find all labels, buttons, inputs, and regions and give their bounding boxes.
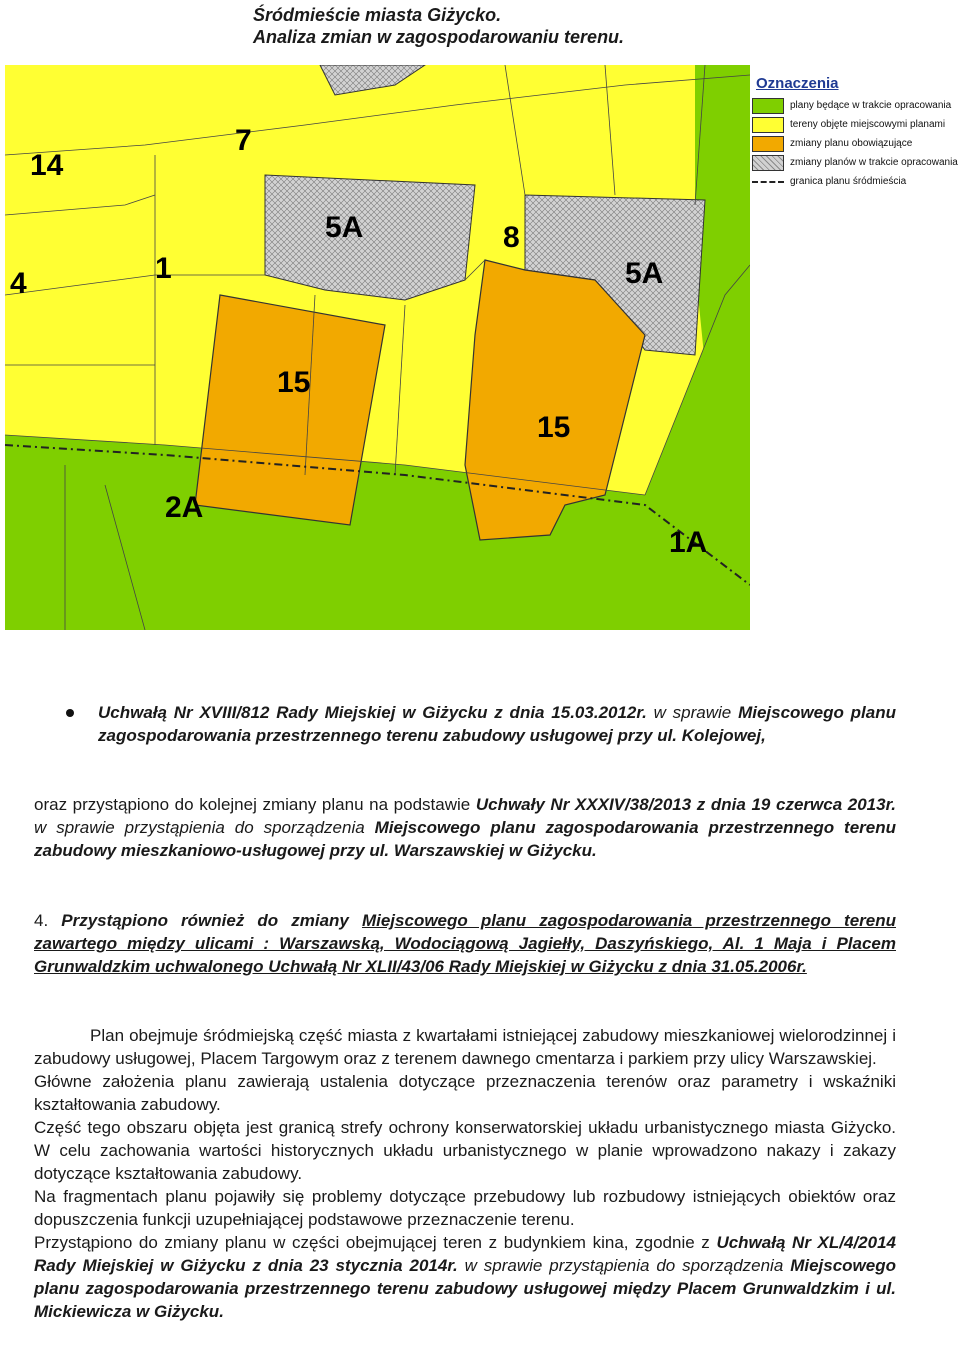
para1-plan-name: Miejscowego planu zagospodarowania przestrzennego terenu zabudowy mieszkaniowo-usługowej przy ul. Warszawskiej w Giżycku.: [34, 818, 896, 860]
paragraph-2: [34, 909, 896, 978]
para3-line-5: [34, 1231, 896, 1323]
zoning-map: [5, 65, 750, 630]
zoning-map-svg: [5, 65, 750, 630]
plan-name: Miejscowego planu zagospodarowania przestrzennego terenu zabudowy usługowej przy ul. Kolejowej,: [98, 703, 896, 745]
para3-line-3: Część tego obszaru objęta jest granicą strefy ochrony konserwatorskiej układu urbanistycznego miasta Giżycko. W celu zachowania wartości historycznych układu urbanistycznego w planie wprowadzono nakazy i zakazy dotyczące kształtowania zabudowy.: [34, 1118, 896, 1183]
legend-label: plany będące w trakcie opracowania: [790, 99, 952, 111]
bullet-icon: [66, 709, 74, 717]
map-label-7: 7: [235, 124, 252, 157]
map-label-1a: 1A: [669, 526, 708, 559]
legend-label: zmiany planów w trakcie opracowania: [790, 156, 958, 168]
para3-connector: w sprawie przystąpienia do sporządzenia: [457, 1256, 791, 1275]
map-label-5a-right: 5A: [625, 257, 664, 290]
map-label-15-left: 15: [277, 366, 311, 399]
bullet-paragraph: [98, 701, 896, 747]
legend-item: [752, 115, 960, 134]
title-line-1: Śródmieście miasta Giżycko.: [253, 5, 502, 25]
legend-label: zmiany planu obowiązujące: [790, 137, 913, 149]
para1-resolution: Uchwały Nr XXXIV/38/2013 z dnia 19 czerwca 2013r.: [475, 795, 896, 814]
legend-swatch-yellow: [752, 117, 784, 133]
map-label-8: 8: [503, 221, 520, 254]
bullet-connector: w sprawie: [646, 703, 739, 722]
legend-swatch-green: [752, 98, 784, 114]
legend-item: [752, 134, 960, 153]
map-label-5a-left: 5A: [325, 211, 364, 244]
para2-intro: Przystąpiono również do zmiany: [61, 911, 362, 930]
resolution-ref: Uchwałą Nr XVIII/812 Rady Miejskiej w Giżycku z dnia 15.03.2012r.: [98, 703, 647, 722]
hatched-zone-5a-left: [265, 175, 475, 300]
para3-line-1: Plan obejmuje śródmiejską część miasta z kwartałami istniejącej zabudowy mieszkaniowej wielorodzinnej i zabudowy usługowej, Placem Targowym oraz z terenem dawnego cmentarza i parkiem przy ulicy Warszawskiej.: [34, 1026, 896, 1068]
legend-label: tereny objęte miejscowymi planami: [790, 118, 946, 130]
map-label-1: 1: [155, 252, 172, 285]
map-label-14: 14: [30, 149, 64, 182]
paragraph-3: [34, 1024, 896, 1323]
map-label-2a: 2A: [165, 491, 204, 524]
orange-zone-15-left: [195, 295, 385, 525]
legend-item: [752, 172, 960, 191]
title-line-2: Analiza zmian w zagospodarowaniu terenu.: [253, 27, 625, 47]
para3-text: Przystąpiono do zmiany planu w części obejmującej teren z budynkiem kina, zgodnie z: [34, 1233, 717, 1252]
legend-title: Oznaczenia: [756, 75, 839, 92]
para1-connector: w sprawie przystąpienia do sporządzenia: [34, 818, 375, 837]
map-legend: [752, 75, 960, 191]
para2-plan-name: Miejscowego planu zagospodarowania przestrzennego terenu zawartego między ulicami : Warszawską, Wodociągową Jagiełły, Daszyńskiego, Al. 1 Maja i Placem Grunwaldzkim uchwalonego Uchwałą Nr XLII/43/06 Rady Miejskiej w Giżycku z dnia 31.05.2006r.: [34, 911, 896, 976]
map-label-4: 4: [10, 267, 27, 300]
legend-swatch-orange: [752, 136, 784, 152]
legend-item: [752, 153, 960, 172]
para3-plan-name: Miejscowego planu zagospodarowania przestrzennego terenu zabudowy usługowej między Placem Grunwaldzkim i ul. Mickiewicza w Giżycku.: [34, 1256, 897, 1321]
legend-item: [752, 96, 960, 115]
map-label-15-right: 15: [537, 411, 571, 444]
legend-label: granica planu śródmieścia: [790, 175, 907, 187]
para3-line-2: Główne założenia planu zawierają ustalenia dotyczące przeznaczenia terenów oraz parametry i wskaźniki kształtowania zabudowy.: [34, 1072, 896, 1114]
legend-swatch-hatched: [752, 155, 784, 171]
para1-text: oraz przystąpiono do kolejnej zmiany planu na podstawie: [34, 795, 476, 814]
para3-line-4: Na fragmentach planu pojawiły się problemy dotyczące przebudowy lub rozbudowy istniejących obiektów oraz dopuszczenia funkcji uzupełniającej podstawowe przeznaczenie terenu.: [34, 1187, 896, 1229]
legend-dashed-line-icon: [752, 181, 784, 183]
paragraph-1: [34, 793, 896, 862]
para3-resolution: Uchwałą Nr XL/4/2014 Rady Miejskiej w Giżycku z dnia 23 stycznia 2014r.: [34, 1233, 896, 1275]
page-title: [253, 4, 624, 48]
para2-number: 4.: [34, 911, 62, 930]
